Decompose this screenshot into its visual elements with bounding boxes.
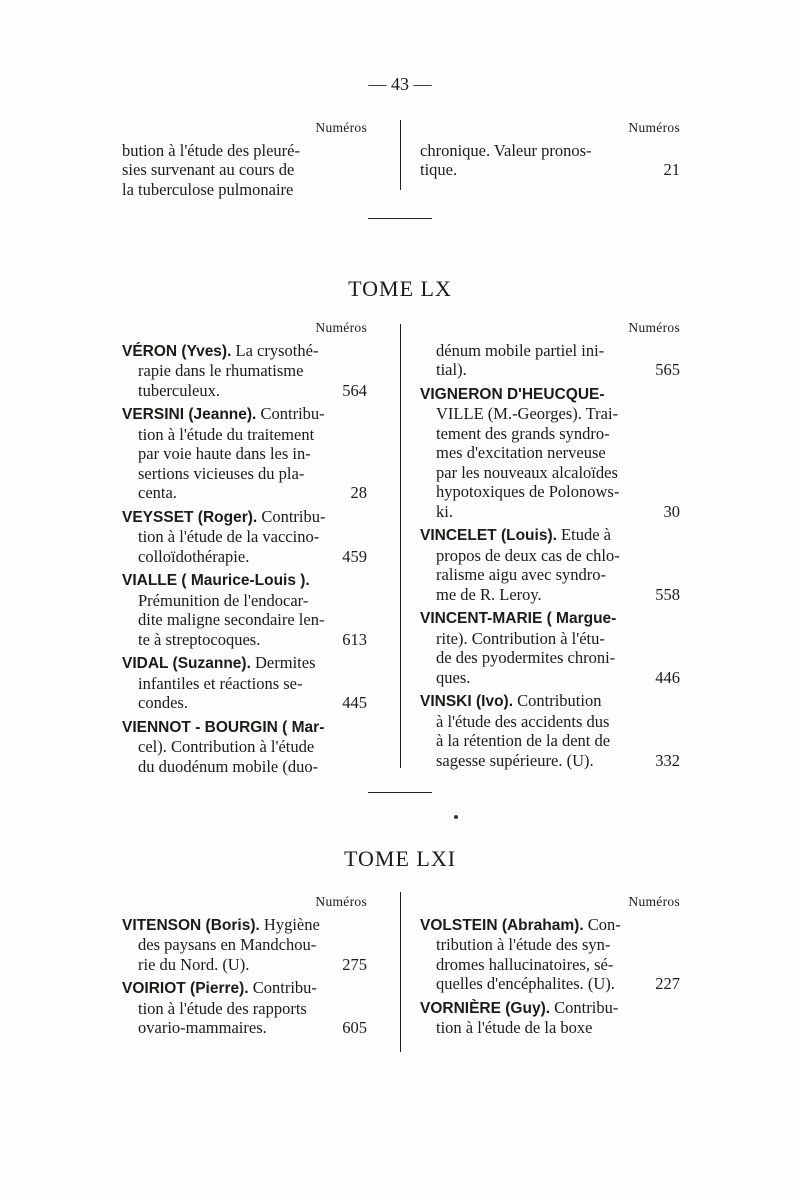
author-name: VOIRIOT (Pierre). [122,980,249,997]
thesis-number: 28 [350,483,367,502]
thesis-number: 613 [342,629,367,649]
entry-text: dite maligne secondaire len- [138,610,325,629]
entry-line [122,693,367,713]
thesis-number: 227 [655,974,680,993]
entry-line: sies survenant au cours de [122,160,295,179]
entry-text: VILLE (M.-Georges). Trai- [436,404,619,423]
entry-text: Contribu- [256,404,325,423]
index-entry [122,507,367,567]
entry-text: par les nouveaux alcaloïdes [436,462,618,482]
thesis-number: 275 [342,954,367,974]
entry-line [420,629,680,649]
column-header: Numéros [315,320,367,335]
entry-text: me de R. Leroy. [436,584,542,604]
page-number: — 43 — [368,74,432,94]
entry-text: Contribution [513,691,602,710]
top-left-text [122,141,367,200]
entry-text: ki. [436,501,453,521]
author-name: VORNIÈRE (Guy). [420,999,551,1017]
entry-text: Contribu- [257,506,326,526]
entry-text: Contribu- [248,978,317,997]
author-name: VEYSSET (Roger). [122,508,258,526]
thesis-number: 459 [342,546,367,566]
thesis-number: 332 [655,750,680,770]
entry-line [122,630,367,650]
entry-line [122,547,367,567]
entry-text: dénum mobile partiel ini- [436,340,605,360]
index-entry [420,341,680,380]
index-entry [122,978,367,1038]
entry-text: sagesse supérieure. (U). [436,750,594,770]
entry-text: tuberculeux. [138,380,221,400]
entry-line [122,737,367,757]
index-entry [122,570,367,649]
index-entry [122,653,367,713]
entry-text: centa. [138,483,177,502]
entry-line [122,444,367,464]
entry-line [420,341,680,361]
thesis-number: 446 [655,667,680,687]
thesis-number: 564 [342,380,367,400]
entry-text: dromes hallucinatoires, sé- [436,954,614,974]
entry-text: Prémunition de l'endocar- [138,590,309,610]
entry-first-line [122,653,367,674]
entry-text: sertions vicieuses du pla- [138,463,305,483]
thesis-number: 30 [663,501,680,521]
entry-line [420,141,680,161]
entry-text: Dermites [250,653,316,672]
entry-first-line [420,998,680,1019]
column-header: Numéros [628,120,680,135]
tome-lxi-section [122,892,680,1052]
entry-line [122,527,367,547]
author-name: VOLSTEIN (Abraham). [420,916,584,934]
column-divider [400,892,401,1052]
entry-text: cel). Contribution à l'étude [138,737,315,756]
entry-line [122,464,367,484]
entry-line [420,731,680,751]
entry-text: tial). [436,360,467,379]
entry-line [420,751,680,771]
entry-first-line [420,915,680,936]
entry-text: tion à l'étude des rapports [138,998,307,1018]
tome-lxi-right-column [420,892,680,1042]
entry-text: tion à l'étude de la boxe [436,1018,593,1037]
tome-lxi-left-column [122,892,367,1042]
entry-line: bution à l'étude des pleuré- [122,140,300,160]
entry-line [122,757,367,777]
entry-text: tribution à l'étude des syn- [436,935,611,954]
entry-text: ques. [436,667,471,687]
entry-text: condes. [138,693,188,712]
entry-text: te à streptocoques. [138,629,261,649]
thesis-number: 21 [663,160,680,179]
ink-dot [454,815,458,819]
thesis-number: 565 [655,360,680,379]
entry-line [122,674,367,694]
entry-line [420,668,680,688]
entry-text: rapie dans le rhumatisme [138,361,304,380]
thesis-number: 558 [655,584,680,604]
index-entry [420,998,680,1038]
entry-text: rie du Nord. (U). [138,954,250,974]
author-name: VITENSON (Boris). [122,916,260,934]
column-header: Numéros [628,894,680,909]
entry-text: rite). Contribution à l'étu- [436,628,605,648]
entry-line [420,955,680,975]
entry-line [122,935,367,955]
top-left-column [122,118,367,199]
section-divider [368,218,432,219]
entry-line [122,999,367,1019]
entry-text: hypotoxiques de Polonows- [436,482,620,501]
entry-text: tique. [420,160,458,179]
entry-text: mes d'excitation nerveuse [436,443,606,462]
index-entry [420,608,680,687]
entry-line: la tuberculose pulmonaire [122,179,294,199]
column-divider [400,324,401,768]
top-right-text [420,141,680,180]
entry-line [122,483,367,503]
entry-line [420,546,680,566]
top-right-column [420,118,680,180]
index-entry [420,525,680,604]
entry-line [122,425,367,445]
entry-line [122,955,367,975]
entry-line [420,482,680,502]
author-name: VERSINI (Jeanne). [122,406,257,423]
entry-line [122,381,367,401]
index-entry [420,384,680,522]
column-header: Numéros [628,320,680,335]
column-header: Numéros [315,894,367,909]
entry-text: tion à l'étude de la vaccino- [138,527,320,546]
entry-text: Etude à [556,525,611,544]
entry-text: colloïdothérapie. [138,546,250,566]
entry-line [420,565,680,585]
entry-first-line [122,570,367,591]
entry-text: de des pyodermites chroni- [436,648,616,667]
tome-lx-right-column [420,318,680,774]
entry-first-line [420,608,680,629]
top-continuation [122,118,680,198]
entry-line [122,1018,367,1038]
entry-line [420,360,680,380]
author-name: VINCENT-MARIE ( Margue- [420,610,617,627]
entry-text: du duodénum mobile (duo- [138,756,319,776]
entry-text: ralisme aigu avec syndro- [436,565,606,584]
entry-line [420,424,680,444]
entry-first-line [122,717,367,738]
entry-line [420,712,680,732]
entry-text: par voie haute dans les in- [138,444,311,463]
entry-line [420,648,680,668]
index-entry [420,915,680,994]
index-entry [122,717,367,777]
entry-line [420,974,680,994]
entry-text: ovario-mammaires. [138,1018,267,1037]
index-entry [122,341,367,401]
entry-text: infantiles et réactions se- [138,673,303,693]
entry-first-line [420,384,680,405]
entry-line [122,361,367,381]
entry-text: La crysothé- [231,340,319,360]
author-name: VINCELET (Louis). [420,527,557,544]
entry-text: tion à l'étude du traitement [138,424,315,444]
entry-text: Hygiène [259,914,320,934]
entry-first-line [122,404,367,425]
section-divider [368,792,432,793]
column-header: Numéros [315,120,367,135]
tome-lx-title: TOME LX [348,276,452,301]
entry-line [420,935,680,955]
entry-line [420,502,680,522]
thesis-number: 605 [342,1018,367,1037]
entry-line [420,443,680,463]
author-name: VIENNOT - BOURGIN ( Mar- [122,718,325,736]
column-divider [400,120,401,190]
entry-line [122,610,367,630]
entry-text: chronique. Valeur pronos- [420,140,592,160]
author-name: VÉRON (Yves). [122,342,232,360]
entry-text: à l'étude des accidents dus [436,711,610,731]
index-entry [122,915,367,975]
author-name: VINSKI (Ivo). [420,693,514,710]
entry-text: à la rétention de la dent de [436,731,611,750]
index-entry [122,404,367,503]
index-entry [420,691,680,770]
entry-line [420,404,680,424]
author-name: VIDAL (Suzanne). [122,655,251,672]
entry-line [420,160,680,180]
tome-lx-section [122,318,680,776]
entry-line [420,1018,680,1038]
author-name: VIGNERON D'HEUCQUE- [420,385,605,403]
entry-text: propos de deux cas de chlo- [436,545,620,565]
entry-text: tement des grands syndro- [436,423,610,443]
entry-text: quelles d'encéphalites. (U). [436,974,615,993]
entry-first-line [122,915,367,936]
entry-text: Con- [583,914,621,934]
tome-lx-left-column [122,318,367,780]
entry-first-line [420,691,680,712]
entry-line [420,585,680,605]
entry-line [420,463,680,483]
tome-lxi-title: TOME LXI [343,846,457,871]
entry-first-line [122,341,367,362]
entry-text: des paysans en Mandchou- [138,935,317,954]
thesis-number: 445 [342,693,367,712]
author-name: VIALLE ( Maurice-Louis ). [122,572,310,589]
entry-first-line [420,525,680,546]
entry-first-line [122,507,367,528]
entry-first-line [122,978,367,999]
entry-text: Contribu- [550,997,619,1017]
entry-line [122,591,367,611]
